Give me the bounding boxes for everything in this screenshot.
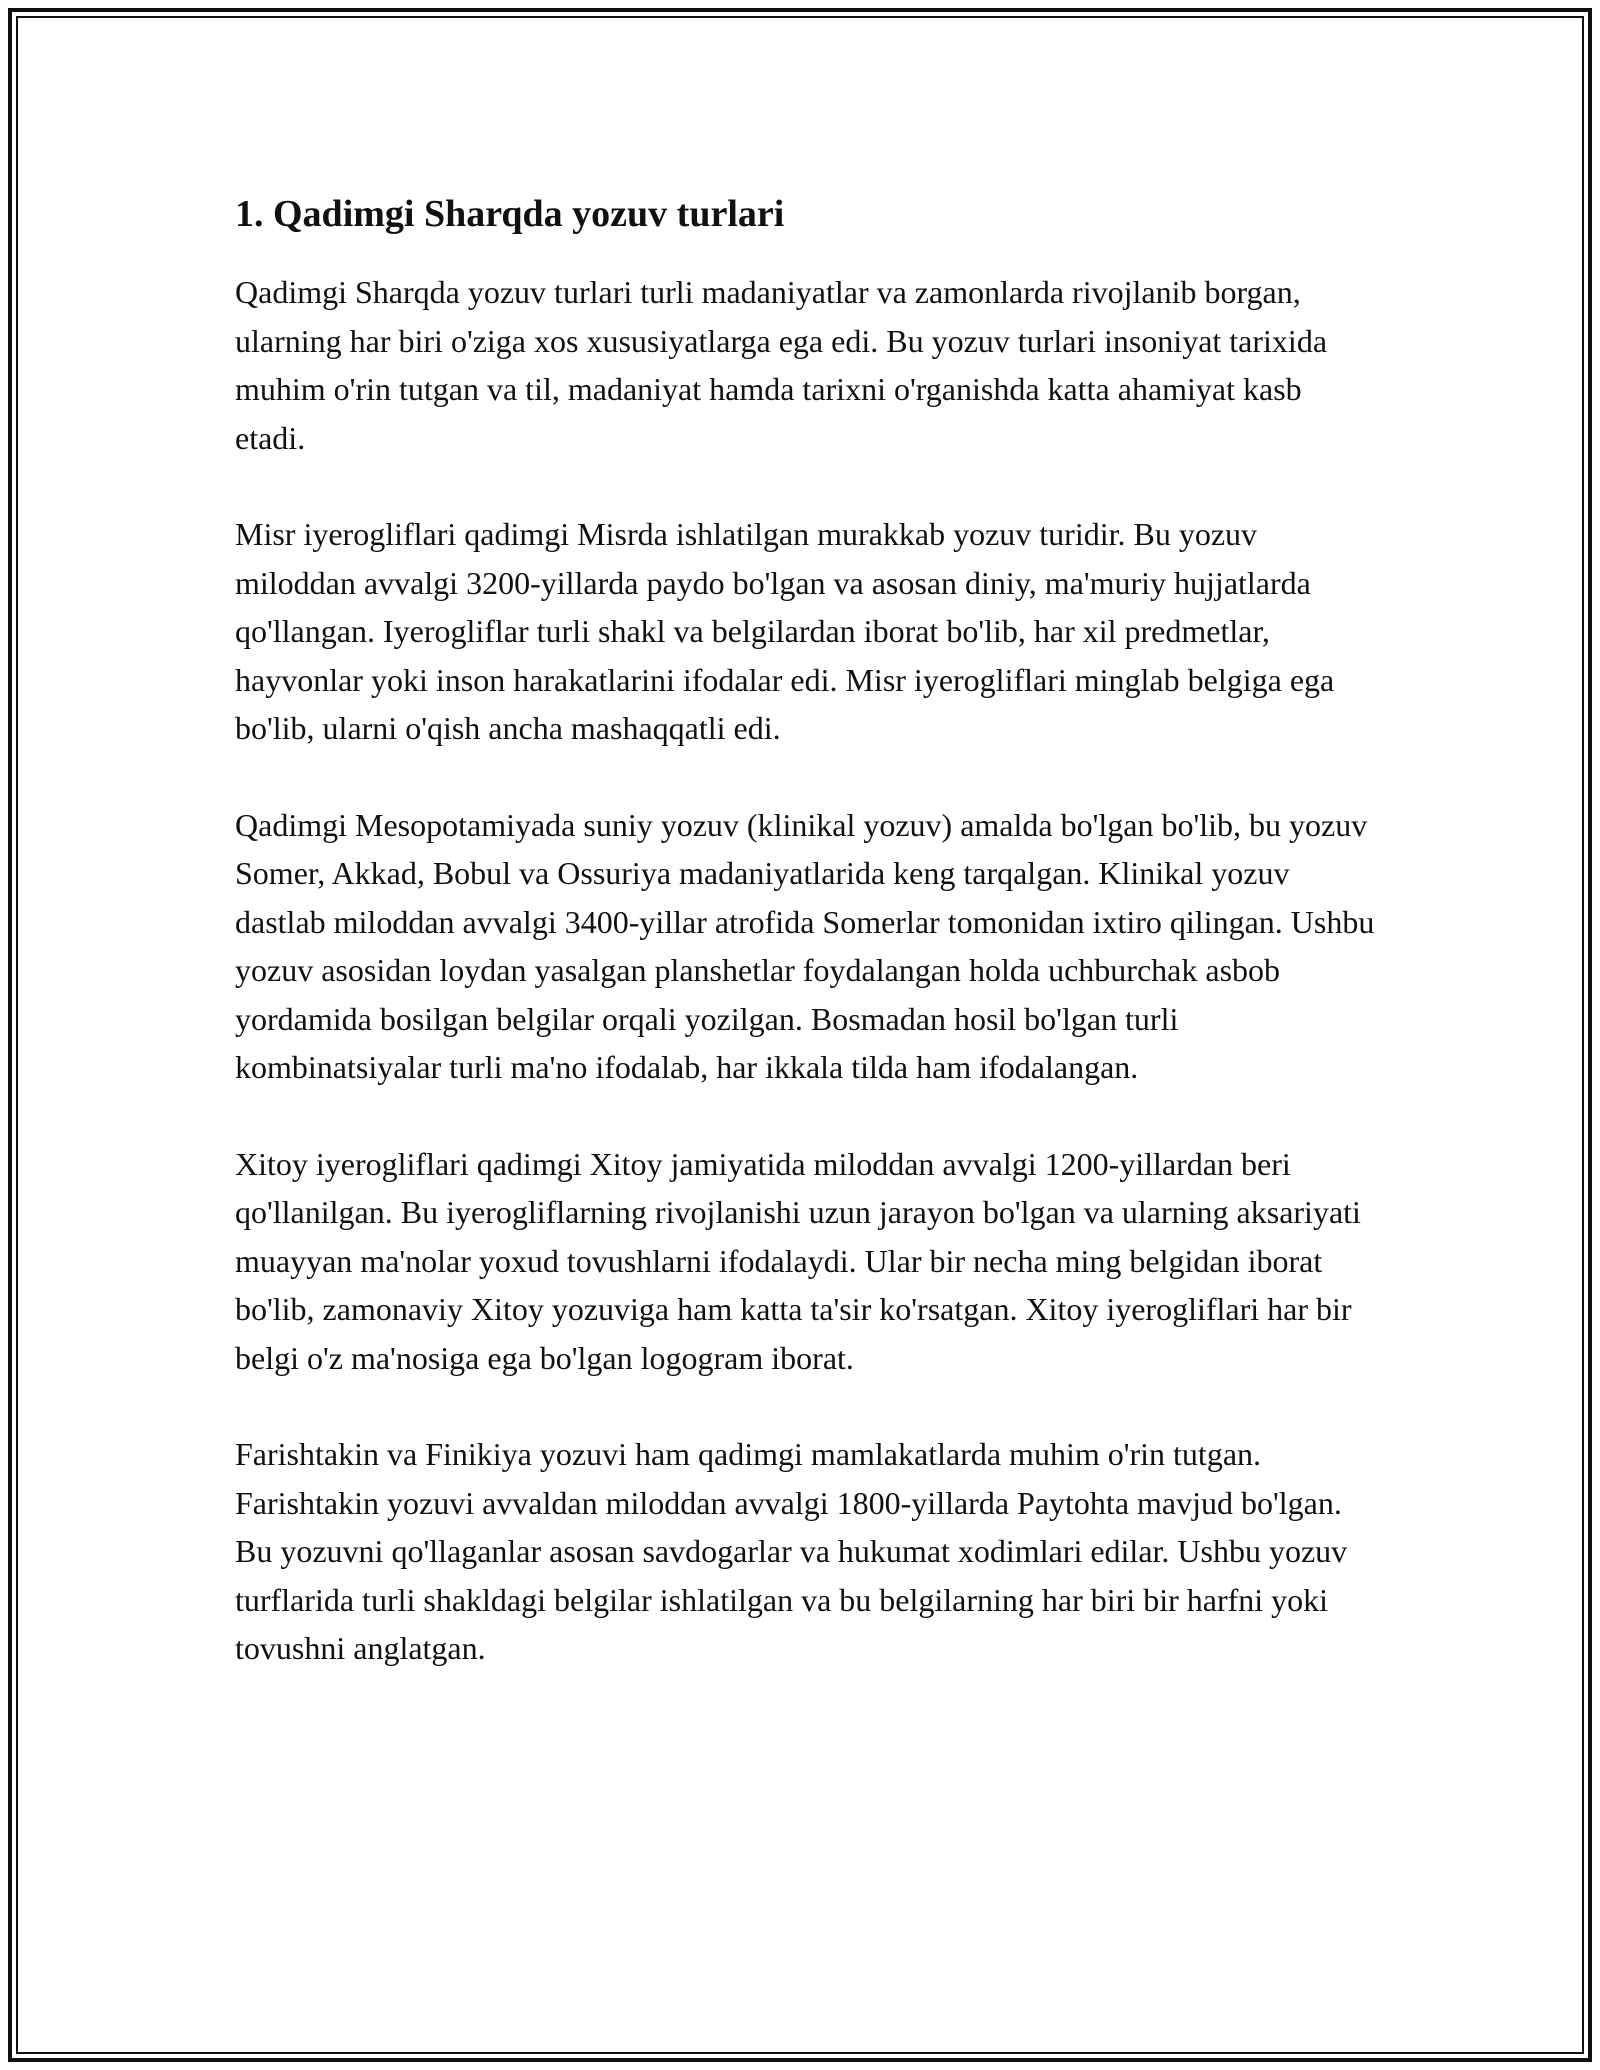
paragraph-egyptian-hieroglyphs: Misr iyerogliflari qadimgi Misrda ishlatilgan murakkab yozuv turidir. Bu yozuv miloddan avvalgi 3200-yillarda paydo bo'lgan va asosan diniy, ma'muriy hujjatlarda qo'llangan. Iyerogliflar turli shakl va belgilardan iborat bo'lib, har xil predmetlar, hayvonlar yoki inson harakatlarini ifodalar edi. Misr iyerogliflari minglab belgiga ega bo'lib, ularni o'qish ancha mashaqqatli edi. [235,516,1335,746]
document-body [235,186,1375,1721]
paragraph-chinese-hieroglyphs: Xitoy iyerogliflari qadimgi Xitoy jamiyatida miloddan avvalgi 1200-yillardan beri qo'llanilgan. Bu iyerogliflarning rivojlanishi uzun jarayon bo'lgan va ularning aksariyati muayyan ma'nolar yoxud tovushlarni ifodalaydi. Ular bir necha ming belgidan iborat bo'lib, zamonaviy Xitoy yozuviga ham katta ta'sir ko'rsatgan. Xitoy iyerogliflari har bir belgi o'z ma'nosiga ega bo'lgan logogram iborat. [235,1145,1361,1376]
paragraph-mesopotamian-writing: Qadimgi Mesopotamiyada suniy yozuv (klinikal yozuv) amalda bo'lgan bo'lib, bu yozuv Somer, Akkad, Bobul va Ossuriya madaniyatlarida keng tarqalgan. Klinikal yozuv dastlab miloddan avvalgi 3400-yillar atrofida Somerlar tomonidan ixtiro qilingan. Ushbu yozuv asosidan loydan yasalgan planshetlar foydalangan holda uchburchak asbob yordamida bosilgan belgilar orqali yozilgan. Bosmadan hosil bo'lgan turli kombinatsiyalar turli ma'no ifodalab, har ikkala tilda ham ifodalangan. [235,806,1375,1085]
paragraph-intro: Qadimgi Sharqda yozuv turlari turli madaniyatlar va zamonlarda rivojlanib borgan, ularning har biri o'ziga xos xususiyatlarga ega edi. Bu yozuv turlari insoniyat tarixida muhim o'rin tutgan va til, madaniyat hamda tarixni o'rganishda katta ahamiyat kasb etadi. [235,274,1328,456]
section-heading: 1. Qadimgi Sharqda yozuv turlari [235,193,785,235]
paragraph-phoenician-writing: Farishtakin va Finikiya yozuvi ham qadimgi mamlakatlarda muhim o'rin tutgan. Farishtakin yozuvi avvaldan miloddan avvalgi 1800-yillarda Paytohta mavjud bo'lgan. Bu yozuvni qo'llaganlar asosan savdogarlar va hukumat xodimlari edilar. Ushbu yozuv turflarida turli shakldagi belgilar ishlatilgan va bu belgilarning har biri bir harfni yoki tovushni anglatgan. [235,1436,1348,1666]
